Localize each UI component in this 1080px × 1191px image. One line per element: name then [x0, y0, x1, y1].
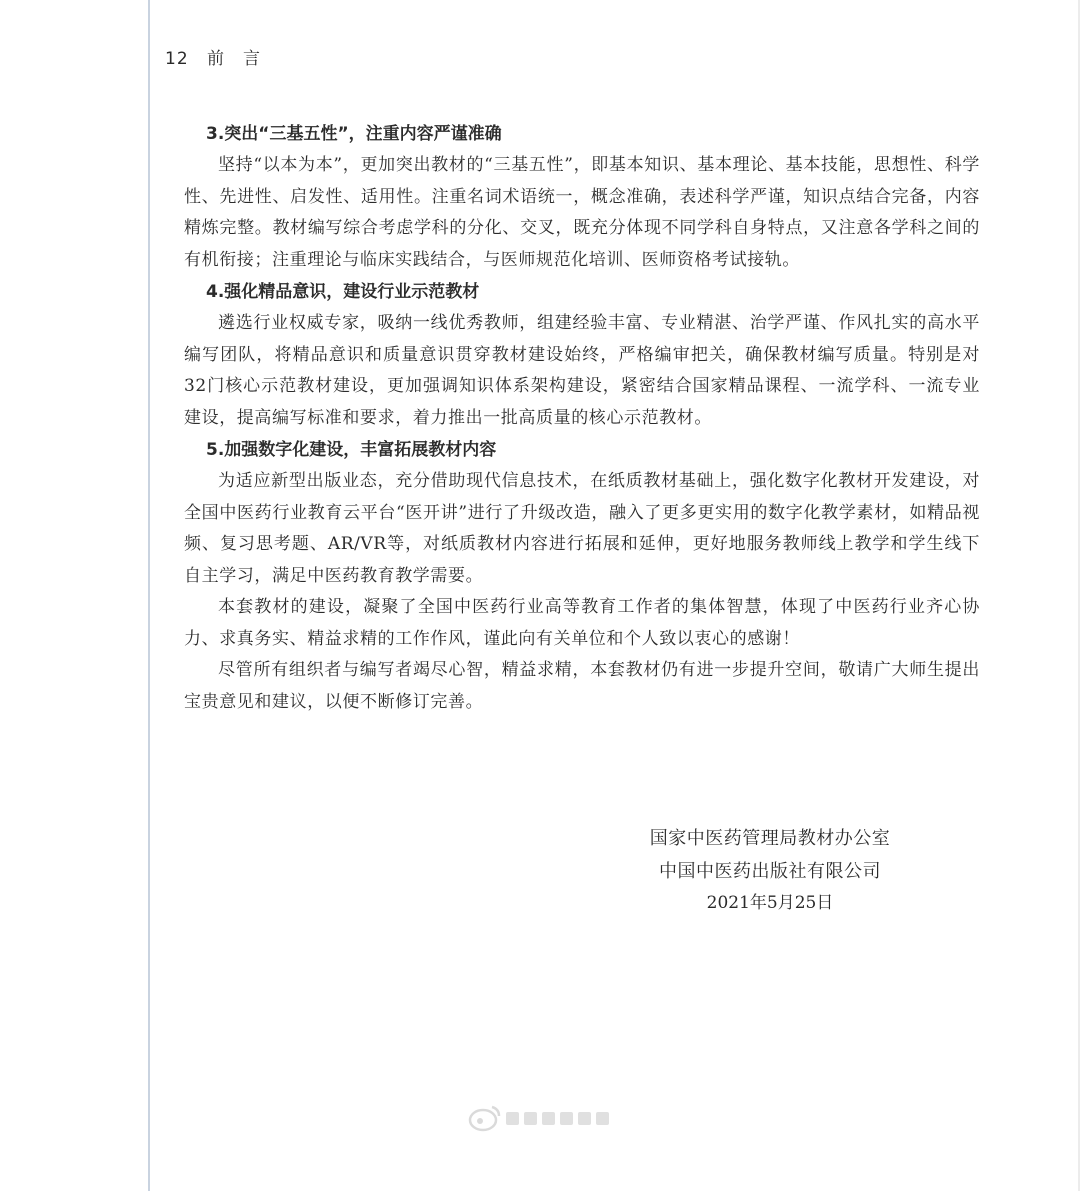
section-4-paragraph: 遴选行业权威专家，吸纳一线优秀教师，组建经验丰富、专业精湛、治学严谨、作风扎实的高水平编写团队，将精品意识和质量意识贯穿教材建设始终，严格编审把关，确保教材编写质量。特别是对32门核心示范教材建设，更加强调知识体系架构建设，紧密结合国家精品课程、一流学科、一流专业建设，提高编写标准和要求，着力推出一批高质量的核心示范教材。 [184, 313, 980, 428]
page-number: 12 [165, 49, 189, 69]
chapter-title: 前 言 [207, 49, 262, 69]
section-5-paragraph: 为适应新型出版业态，充分借助现代信息技术，在纸质教材基础上，强化数字化教材开发建设，对全国中医药行业教育云平台“医开讲”进行了升级改造，融入了更多更实用的数字化教学素材，如精品视频、复习思考题、AR/VR等，对纸质教材内容进行拓展和延伸，更好地服务教师线上教学和学生线下自主学习，满足中医药教育教学需要。 [184, 471, 980, 586]
acknowledgement-paragraph: 本套教材的建设，凝聚了全国中医药行业高等教育工作者的集体智慧，体现了中医药行业齐心协力、求真务实、精益求精的工作作风，谨此向有关单位和个人致以衷心的感谢！ [184, 597, 980, 649]
section-title-5: 5.加强数字化建设，丰富拓展教材内容 [206, 440, 497, 460]
section-title-4: 4.强化精品意识，建设行业示范教材 [206, 282, 480, 302]
watermark-logo-icon [468, 1103, 502, 1133]
section-3-paragraph: 坚持“以本为本”，更加突出教材的“三基五性”，即基本知识、基本理论、基本技能，思想性、科学性、先进性、启发性、适用性。注重名词术语统一，概念准确，表述科学严谨，知识点结合完备，内容精炼完整。教材编写综合考虑学科的分化、交叉，既充分体现不同学科自身特点，又注意各学科之间的有机衔接；注重理论与临床实践结合，与医师规范化培训、医师资格考试接轨。 [184, 155, 980, 270]
signature-date: 2021年5月25日 [706, 893, 834, 913]
closing-paragraph: 尽管所有组织者与编写者竭尽心智，精益求精，本套教材仍有进一步提升空间，敬请广大师生提出宝贵意见和建议，以便不断修订完善。 [184, 660, 980, 712]
watermark [468, 1098, 618, 1138]
signature-block [600, 822, 940, 918]
section-title-3: 3.突出“三基五性”，注重内容严谨准确 [206, 124, 502, 144]
signature-org-2: 中国中医药出版社有限公司 [659, 861, 881, 882]
watermark-blocks [506, 1112, 609, 1125]
page-content [184, 118, 980, 718]
signature-org-1: 国家中医药管理局教材办公室 [649, 828, 891, 849]
page-header [165, 44, 261, 69]
left-margin [0, 0, 148, 1191]
